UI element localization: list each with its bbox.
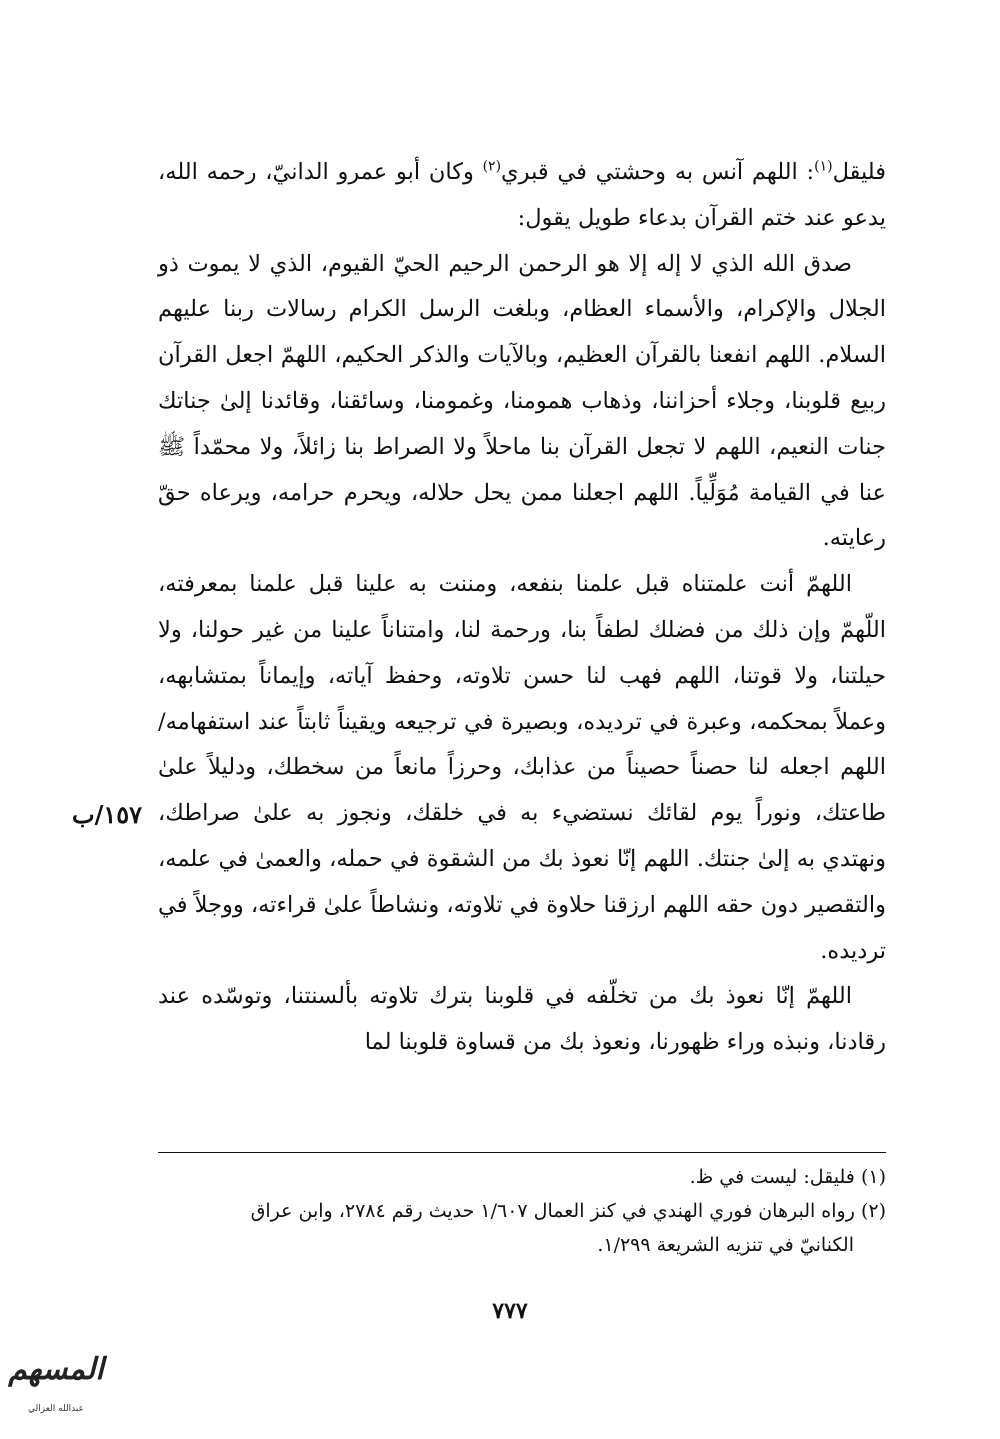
footnote-2-text: رواه البرهان فوري الهندي في كنز العمال ١/٦٠٧ حديث رقم ٢٧٨٤، وابن عراق: [250, 1200, 855, 1222]
footnote-1-text: فليقل: ليست في ظ.: [689, 1166, 855, 1188]
footnote-divider: [158, 1152, 886, 1153]
footnote-1-marker: (١): [860, 1166, 886, 1188]
manuscript-folio-marker: ١٥٧/ب: [71, 800, 143, 829]
main-text: [158, 150, 886, 1066]
logo-subtext: عبدالله العزالي: [27, 1404, 84, 1414]
paragraph-1-middle: : اللهم آنس به وحشتي في قبري: [501, 159, 815, 185]
paragraph-1-end: وكان أبو عمرو الدانيّ، رحمه الله، يدعو عند ختم القرآن بدعاء طويل يقول:: [158, 159, 886, 231]
paragraph-1-start: فليقل: [832, 159, 887, 185]
paragraph-1: [158, 150, 886, 242]
logo-calligraphy: المسهم: [8, 1352, 104, 1387]
footnote-2-marker: (٢): [860, 1200, 886, 1222]
footnote-ref-2[interactable]: (٢): [482, 158, 502, 175]
paragraph-4: اللهمّ إنّا نعوذ بك من تخلّفه في قلوبنا بترك تلاوته بألسنتنا، وتوسّده عند رقادنا، ونبذه وراء ظهورنا، ونعوذ بك من قساوة قلوبنا لما: [158, 983, 886, 1056]
footnote-ref-1[interactable]: (١): [814, 158, 833, 175]
publisher-logo: [8, 1350, 104, 1420]
footnote-2-continuation: الكنانيّ في تنزيه الشريعة ١/٢٩٩.: [597, 1234, 854, 1256]
paragraph-2: صدق الله الذي لا إله إلا هو الرحمن الرحيم الحيّ القيوم، الذي لا يموت ذو الجلال والإكرام، والأسماء العظام، وبلغت الرسل الكرام رسالات ربنا عليهم السلام. اللهم انفعنا بالقرآن العظيم، وبالآيات والذكر الحكيم، اللهمّ اجعل القرآن ربيع قلوبنا، وجلاء أحزاننا، وذهاب همومنا، وغمومنا، وسائقنا، وقائدنا إلىٰ جناتك جنات النعيم، اللهم لا تجعل القرآن بنا ماحلاً ولا الصراط بنا زائلاً، ولا محمّداً ﷺ عنا في القيامة مُوَلِّياً. اللهم اجعلنا ممن يحل حلاله، ويحرم حرامه، ويرعاه حقّ رعايته.: [158, 250, 886, 552]
page-number: ٧٧٧: [492, 1298, 528, 1324]
footnotes: [158, 1160, 886, 1262]
paragraph-3: اللهمّ أنت علمتناه قبل علمنا بنفعه، ومننت به علينا قبل علمنا بمعرفته، اللّهمّ وإن ذلك من فضلك لطفاً بنا، ورحمة لنا، وامتناناً علينا من غير حولنا، ولا حيلتنا، ولا قوتنا، اللهم فهب لنا حسن تلاوته، وحفظ آياته، وإيماناً بمتشابهه، وعملاً بمحكمه، وعبرة في ترديده، وبصيرة في ترجيعه ويقيناً ثابتاً عند استفهامه/اللهم اجعله لنا حصناً حصيناً من عذابك، وحرزاً مانعاً من سخطك، ودليلاً علىٰ طاعتك، ونوراً يوم لقائك نستضيء به في خلقك، ونجوز به علىٰ صراطك، ونهتدي به إلىٰ جنتك. اللهم إنّا نعوذ بك من الشقوة في حمله، والعمىٰ في علمه، والتقصير دون حقه اللهم ارزقنا حلاوة في تلاوته، ونشاطاً علىٰ قراءته، ووجلاً في ترديده.: [158, 571, 886, 964]
footnote-2: [158, 1194, 886, 1228]
footnote-1: [158, 1160, 886, 1194]
